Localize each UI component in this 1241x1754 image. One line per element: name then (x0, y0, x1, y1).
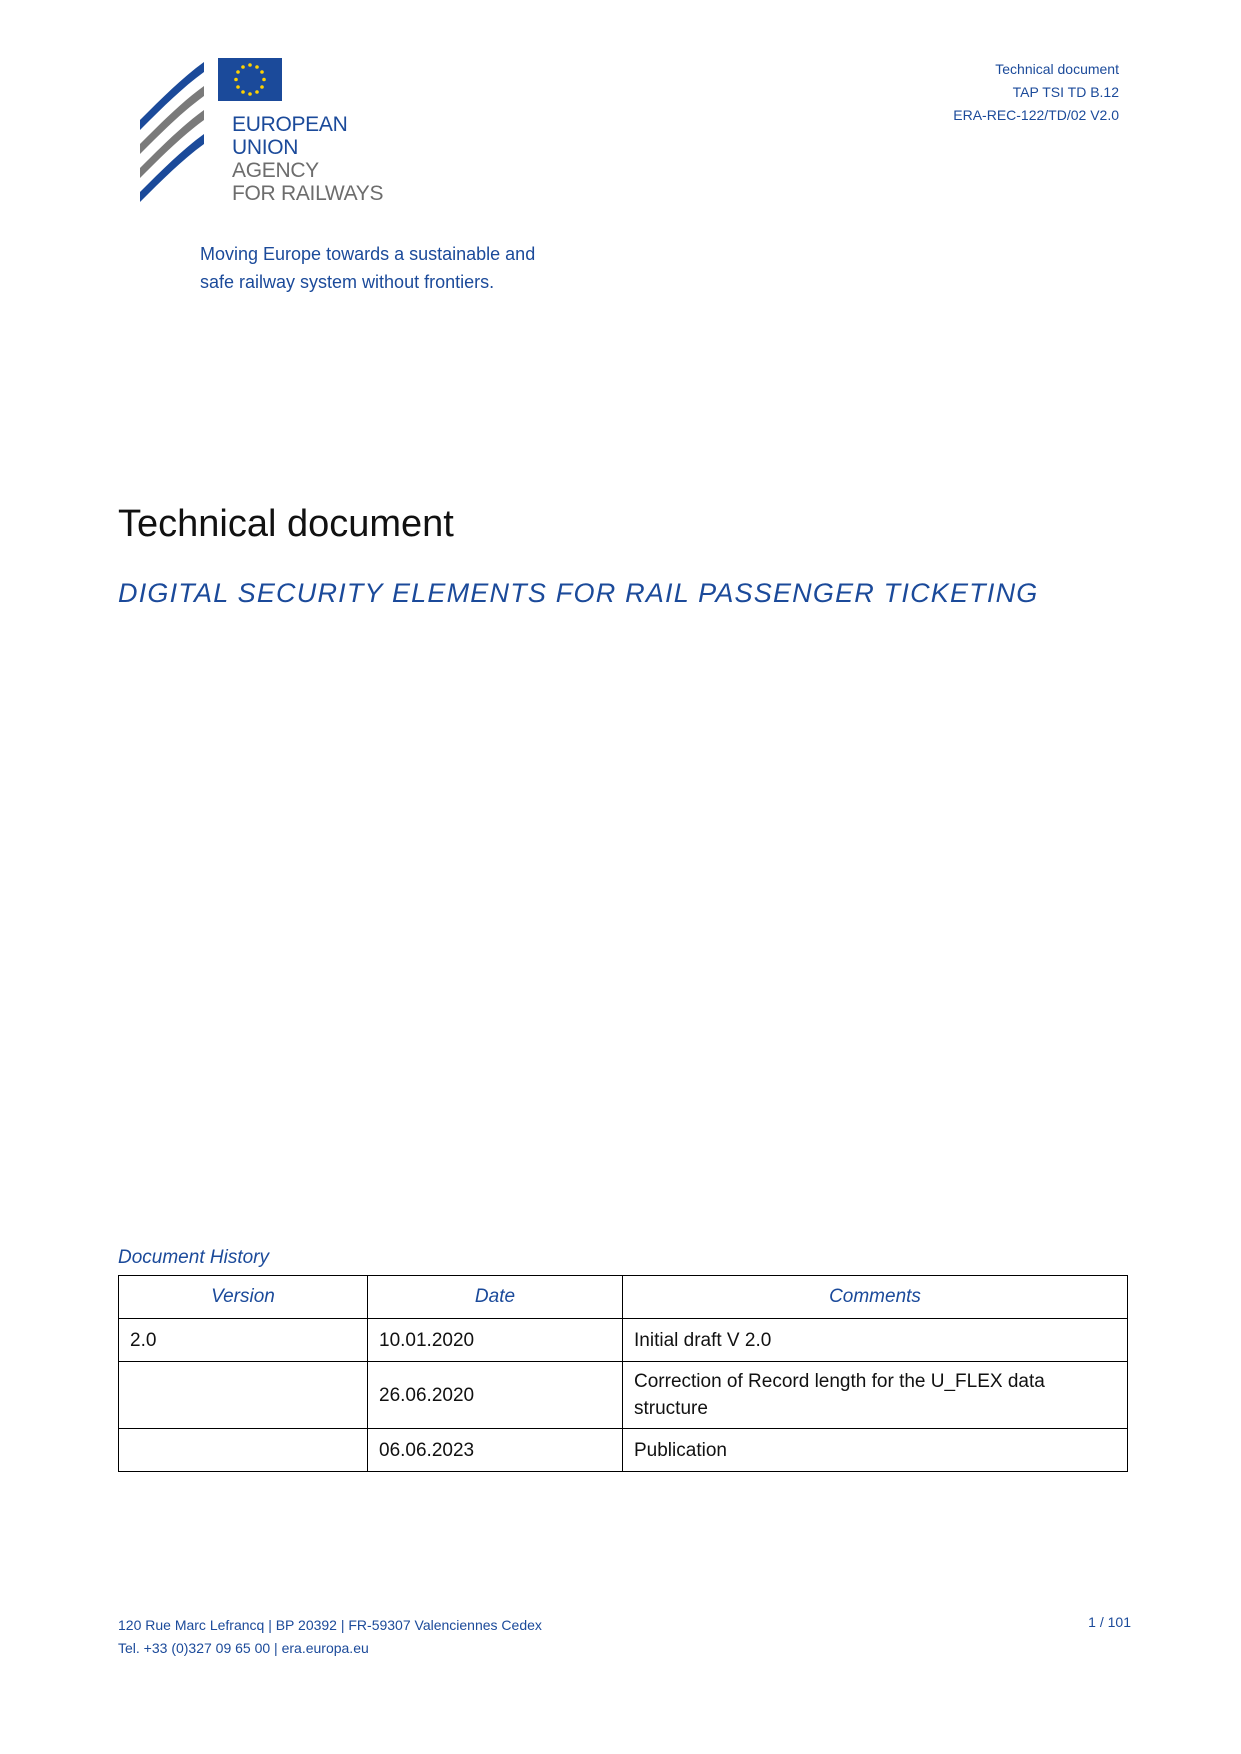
table-row (119, 1319, 1128, 1362)
cell-version: 2.0 (119, 1319, 368, 1362)
column-header-comments: Comments (623, 1276, 1128, 1319)
table-row (119, 1429, 1128, 1472)
logo-wordmark (232, 113, 383, 205)
cell-version (119, 1429, 368, 1472)
page-title: Technical document (118, 503, 454, 545)
page-subtitle: DIGITAL SECURITY ELEMENTS FOR RAIL PASSENGER TICKETING (118, 578, 1039, 608)
cell-comments: Correction of Record length for the U_FLEX data structure (623, 1362, 1128, 1429)
doc-code: TAP TSI TD B.12 (1012, 84, 1119, 100)
table-row (119, 1362, 1128, 1429)
cell-date: 26.06.2020 (368, 1362, 623, 1429)
logo-line-union: UNION (232, 136, 299, 159)
tagline-line-1: Moving Europe towards a sustainable and (200, 244, 536, 264)
eu-flag-icon (218, 58, 282, 101)
cell-date: 10.01.2020 (368, 1319, 623, 1362)
cell-comments: Initial draft V 2.0 (623, 1319, 1128, 1362)
doc-ref: ERA-REC-122/TD/02 V2.0 (953, 107, 1119, 123)
page-footer (118, 1614, 542, 1660)
column-header-version: Version (119, 1276, 368, 1319)
doc-type: Technical document (995, 61, 1119, 77)
document-history-label: Document History (118, 1247, 269, 1268)
logo-line-european: EUROPEAN (232, 113, 348, 136)
column-header-date: Date (368, 1276, 623, 1319)
cell-version (119, 1362, 368, 1429)
footer-address: 120 Rue Marc Lefrancq | BP 20392 | FR-59307 Valenciennes Cedex (118, 1617, 542, 1633)
logo-line-railways: FOR RAILWAYS (232, 182, 384, 205)
agency-tagline (200, 240, 535, 296)
tagline-line-2: safe railway system without frontiers. (200, 272, 495, 292)
table-header-row (119, 1276, 1128, 1319)
cell-comments: Publication (623, 1429, 1128, 1472)
logo-line-agency: AGENCY (232, 159, 319, 182)
page-number: 1 / 101 (1088, 1614, 1131, 1630)
document-history-table (118, 1275, 1128, 1472)
document-reference-block (953, 58, 1119, 127)
cell-date: 06.06.2023 (368, 1429, 623, 1472)
footer-contact: Tel. +33 (0)327 09 65 00 | era.europa.eu (118, 1640, 369, 1656)
logo-stripes (140, 62, 204, 202)
